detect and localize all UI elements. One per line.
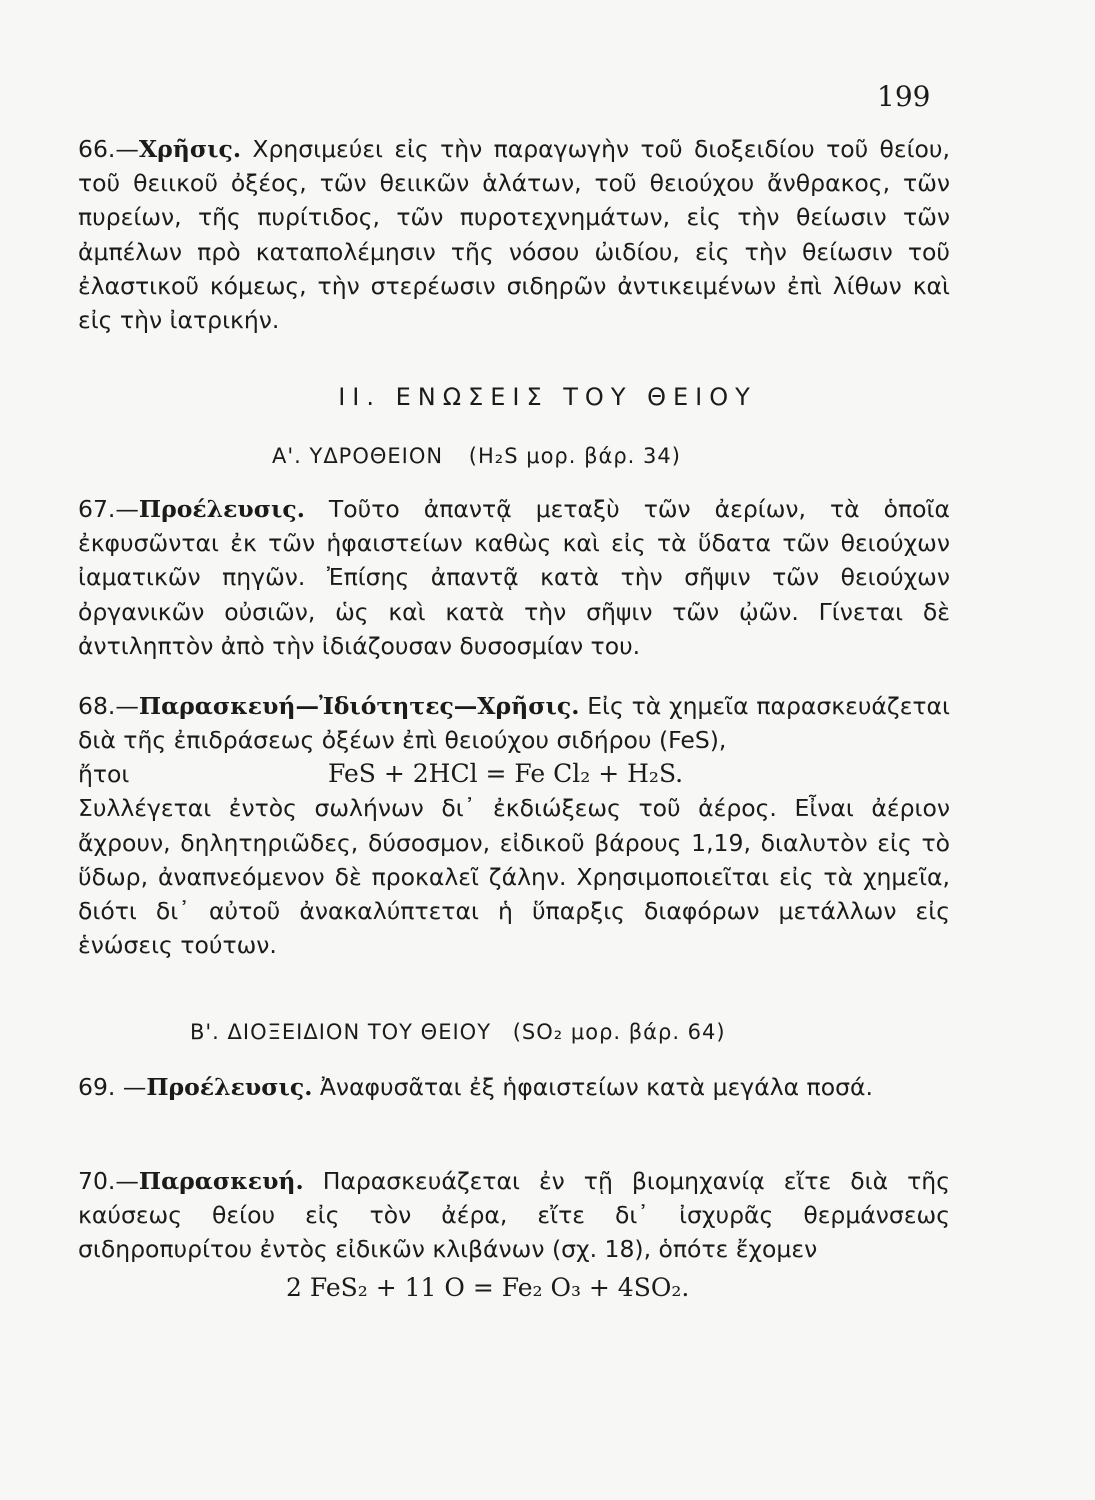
equation: 2 FeS₂ + 11 O = Fe₂ O₃ + 4SO₂. (286, 1272, 690, 1302)
section-title: ΙΙ. ΕΝΩΣΕΙΣ ΤΟΥ ΘΕΙΟΥ (338, 383, 757, 411)
paragraph-67 (78, 492, 950, 663)
paragraph-66 (78, 132, 950, 337)
paragraph-number: 68.— (78, 692, 139, 720)
equation: FeS + 2HCl = Fe Cl₂ + H₂S. (328, 759, 684, 789)
paragraph-heading: Παρασκευή. (138, 1167, 304, 1195)
subsection-label: Β'. ΔΙΟΞΕΙΔΙΟΝ ΤΟΥ ΘΕΙΟΥ (190, 1020, 492, 1044)
paragraph-text: Ἀναφυσᾶται ἐξ ἡφαιστείων κατὰ μεγάλα ποσά. (312, 1073, 873, 1101)
paragraph-heading: Προέλευσις. (138, 495, 305, 523)
equation-lead: ἤτοι (78, 760, 130, 789)
paragraph-heading: Χρῆσις. (138, 135, 242, 163)
paragraph-text: Εἰς τὰ χημεῖα παρασκευάζεται διὰ τῆς ἐπιδράσεως ὀξέων ἐπὶ θειούχου σιδήρου (FeS), (78, 692, 950, 755)
paragraph-69 (78, 1070, 950, 1104)
paragraph-text: Τοῦτο ἀπαντᾷ μεταξὺ τῶν ἀερίων, τὰ ὁποῖα ἐκφυσῶνται ἐκ τῶν ἡφαιστείων καθὼς καὶ εἰς τὰ ὕδατα τῶν θειούχων ἰαματικῶν πηγῶν. Ἐπίσης ἀπαντᾷ κατὰ τὴν σῆψιν τῶν θειούχων ὀργανικῶν οὐσιῶν, ὡς καὶ κατὰ τὴν σῆψιν τῶν ᾠῶν. Γίνεται δὲ ἀντιληπτὸν ἀπὸ τὴν ἰδιάζουσαν δυσοσμίαν του. (78, 495, 950, 660)
subsection-title-a (272, 444, 681, 468)
paragraph-text-continued: Συλλέγεται ἐντὸς σωλήνων δι᾽ ἐκδιώξεως τοῦ ἀέρος. Εἶναι ἀέριον ἄχρουν, δηλητηριῶδες, δύσοσμον, εἰδικοῦ βάρους 1,19, διαλυτὸν εἰς τὸ ὕδωρ, ἀναπνεόμενον δὲ προκαλεῖ ζάλην. Χρησιμοποιεῖται εἰς τὰ χημεῖα, διότι δι᾽ αὐτοῦ ἀνακαλύπτεται ἡ ὕπαρξις διαφόρων μετάλλων εἰς ἑνώσεις τούτων. (78, 794, 950, 960)
paragraph-text: Χρησιμεύει εἰς τὴν παραγωγὴν τοῦ διοξειδίου τοῦ θείου, τοῦ θειικοῦ ὀξέος, τῶν θειικῶν ἁλάτων, τοῦ θειούχου ἄνθρακος, τῶν πυρείων, τῆς πυρίτιδος, τῶν πυροτεχνημάτων, εἰς τὴν θείωσιν τῶν ἀμπέλων πρὸ καταπολέμησιν τῆς νόσου ὠιδίου, εἰς τὴν θείωσιν τοῦ ἐλαστικοῦ κόμεως, τὴν στερέωσιν σιδηρῶν ἀντικειμένων ἐπὶ λίθων καὶ εἰς τὴν ἰατρικήν. (78, 135, 950, 335)
paragraph-text: Παρασκευάζεται ἐν τῇ βιομηχανίᾳ εἴτε διὰ τῆς καύσεως θείου εἰς τὸν ἀέρα, εἴτε δι᾽ ἰσχυρᾶς θερμάνσεως σιδηροπυρίτου ἐντὸς εἰδικῶν κλιβάνων (σχ. 18), ὁπότε ἔχομεν (78, 1167, 950, 1264)
paragraph-number: 70.— (78, 1167, 139, 1195)
paragraph-heading: Προέλευσις. (146, 1073, 313, 1101)
page-number: 199 (877, 80, 931, 113)
paragraph-number: 66.— (78, 135, 139, 163)
subsection-formula: (H₂S μορ. βάρ. 34) (468, 444, 681, 468)
subsection-title-b (190, 1020, 726, 1044)
paragraph-70 (78, 1164, 950, 1305)
paragraph-heading: Παρασκευή—Ἰδιότητες—Χρῆσις. (138, 692, 580, 720)
paragraph-number: 69. — (78, 1073, 147, 1101)
paragraph-number: 67.— (78, 495, 139, 523)
paragraph-68 (78, 689, 950, 962)
equation-row (78, 757, 950, 791)
subsection-label: Α'. ΥΔΡΟΘΕΙΟΝ (272, 444, 444, 468)
subsection-formula: (SO₂ μορ. βάρ. 64) (512, 1020, 726, 1044)
